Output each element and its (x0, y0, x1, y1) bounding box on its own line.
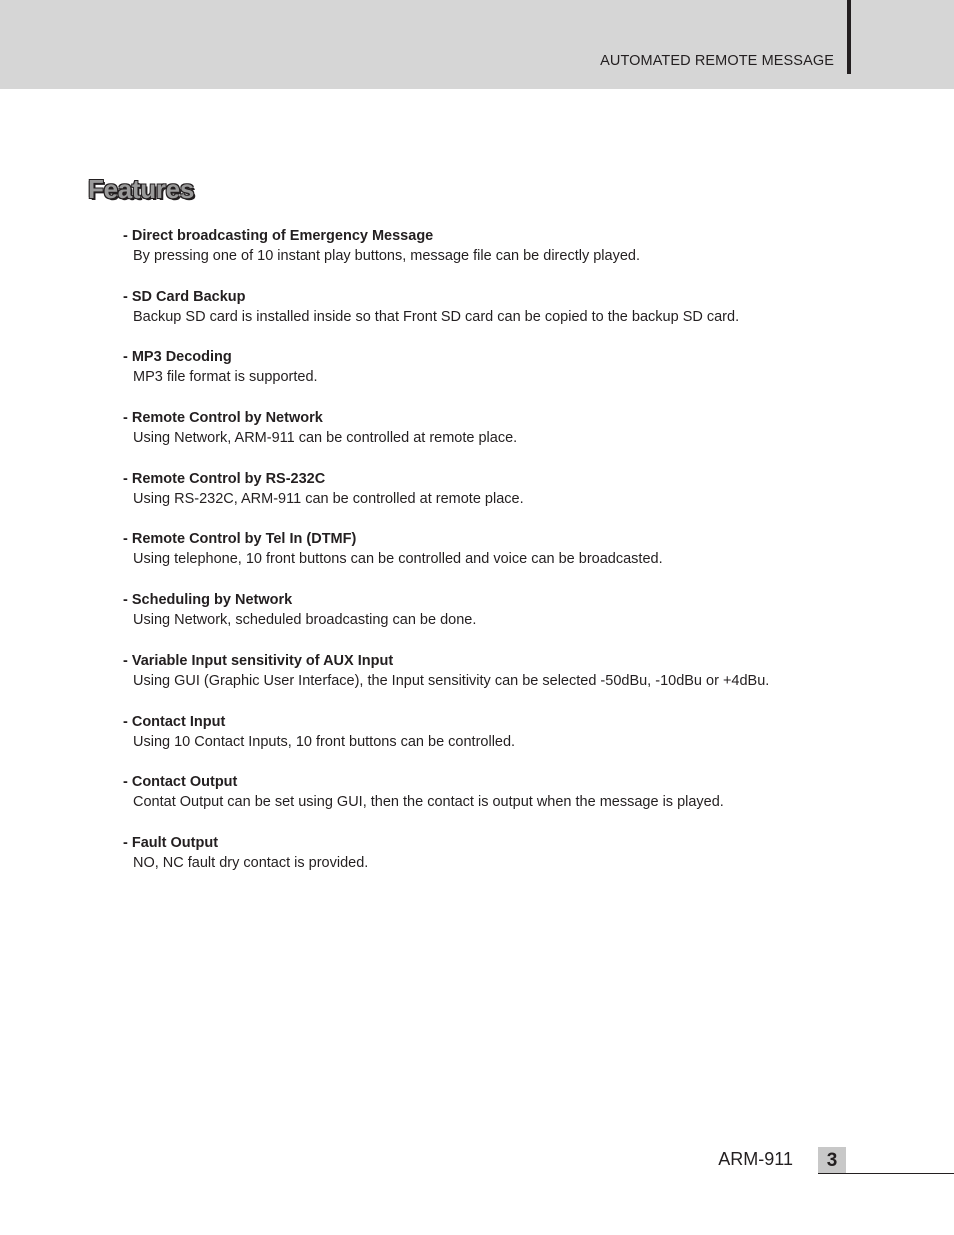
feature-description: Using telephone, 10 front buttons can be controlled and voice can be broadcasted. (133, 551, 663, 568)
feature-item (123, 529, 843, 590)
header-rule (847, 0, 851, 74)
feature-heading: - MP3 Decoding (123, 349, 232, 366)
feature-heading: - Variable Input sensitivity of AUX Input (123, 652, 394, 669)
feature-description: MP3 file format is supported. (133, 369, 318, 386)
feature-item (123, 712, 843, 773)
footer-model-name: ARM-911 (718, 1149, 793, 1169)
features-list (123, 226, 843, 894)
header-title: AUTOMATED REMOTE MESSAGE (600, 53, 834, 69)
feature-description: Using RS-232C, ARM-911 can be controlled at remote place. (133, 490, 524, 507)
feature-heading: - Direct broadcasting of Emergency Message (123, 228, 434, 244)
feature-description: Contat Output can be set using GUI, then the contact is output when the message is played. (133, 794, 724, 811)
feature-item (123, 408, 843, 469)
feature-description: Using Network, ARM-911 can be controlled at remote place. (133, 430, 518, 447)
feature-description: Using Network, scheduled broadcasting can be done. (133, 612, 477, 629)
feature-item (123, 590, 843, 651)
feature-description: Backup SD card is installed inside so that Front SD card can be copied to the backup SD card. (133, 308, 740, 325)
feature-item (123, 347, 843, 408)
footer-rule (818, 1173, 954, 1174)
feature-heading: - Contact Input (123, 713, 226, 730)
feature-description: NO, NC fault dry contact is provided. (133, 854, 369, 871)
feature-item (123, 226, 843, 287)
feature-item (123, 833, 843, 894)
header-band (0, 0, 954, 89)
feature-heading: - Contact Output (123, 774, 238, 791)
feature-item (123, 469, 843, 530)
feature-item (123, 287, 843, 348)
feature-heading: - Remote Control by Network (123, 410, 323, 427)
feature-heading: - SD Card Backup (123, 288, 246, 305)
feature-description: Using GUI (Graphic User Interface), the Input sensitivity can be selected -50dBu, -10dBu or +4dBu. (133, 672, 770, 689)
page-title: Features (88, 174, 194, 204)
feature-heading: - Remote Control by RS-232C (123, 470, 326, 487)
feature-description: Using 10 Contact Inputs, 10 front buttons can be controlled. (133, 733, 516, 750)
feature-item (123, 772, 843, 833)
feature-description: By pressing one of 10 instant play buttons, message file can be directly played. (133, 248, 640, 264)
feature-heading: - Remote Control by Tel In (DTMF) (123, 531, 357, 548)
feature-item (123, 651, 843, 712)
feature-heading: - Fault Output (123, 834, 219, 851)
feature-heading: - Scheduling by Network (123, 592, 293, 609)
page-number: 3 (818, 1147, 846, 1174)
